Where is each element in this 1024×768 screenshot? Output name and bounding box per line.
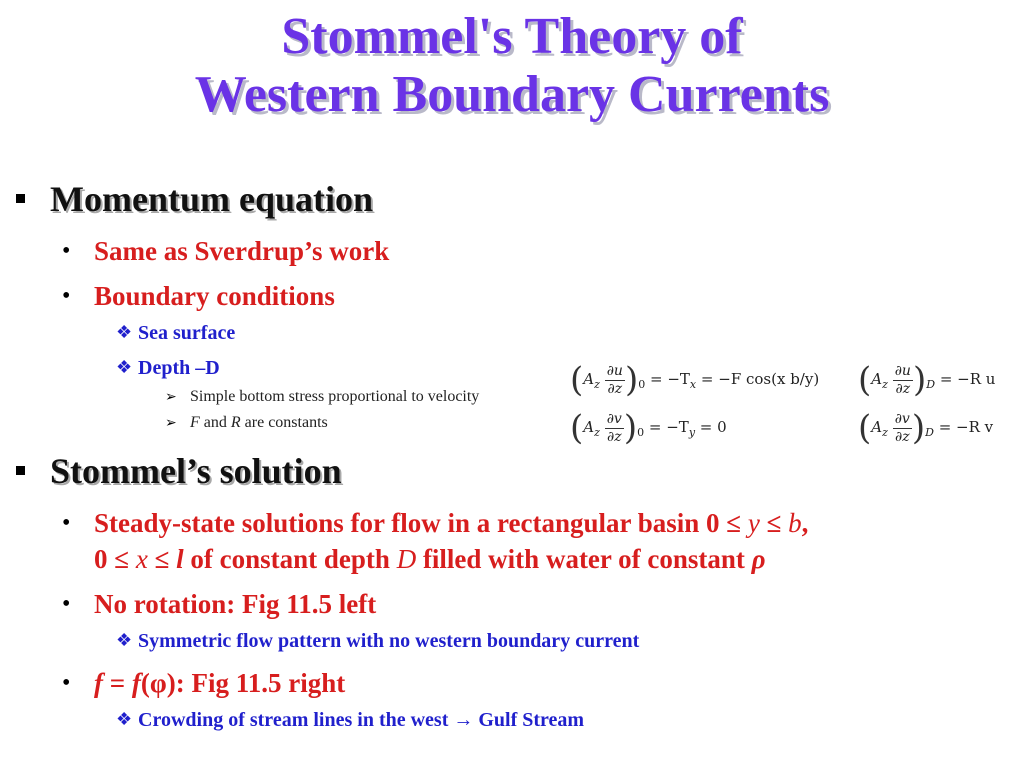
bullet-dot-icon: •	[62, 670, 71, 696]
diamond-bullet-icon: ❖	[116, 709, 133, 729]
bullet-f-of-phi: f = f(φ): Fig 11.5 right	[94, 668, 346, 698]
arrowhead-bullet-icon: ➢	[165, 390, 177, 405]
equation-surface-y: ($A_z$ $\frac{\partial v}{\partial z})_0 = -T_y = 0$	[570, 408, 727, 448]
bullet-dot-icon: •	[62, 283, 71, 309]
equation-bottom-y: ($A_z$ $\frac{\partial v}{\partial z})_D = -R$ v	[858, 408, 994, 448]
section-heading-momentum: Momentum equation	[50, 179, 373, 219]
section-heading-stommel-solution: Stommel’s solution	[50, 451, 342, 491]
equation-surface-x: ($A_z$ $\frac{\partial u}{\partial z})_0 = -T_x = -F$ cos(x b/y)	[570, 360, 820, 400]
equation-bottom-x: ($A_z$ $\frac{\partial u}{\partial z})_D = -R$ u	[858, 360, 996, 400]
diamond-bullet-icon: ❖	[116, 357, 133, 377]
slide-title-line2: Western Boundary Currents	[194, 66, 830, 123]
bullet-dot-icon: •	[62, 238, 71, 264]
subsub-bullet-constants	[190, 414, 328, 432]
bullet-sverdrup: Same as Sverdrup’s work	[94, 236, 390, 266]
diamond-bullet-icon: ❖	[116, 322, 133, 342]
square-bullet-icon	[16, 466, 25, 475]
bullet-dot-icon: •	[62, 510, 71, 536]
square-bullet-icon	[16, 194, 25, 203]
sub-bullet-sea-surface: Sea surface	[138, 322, 236, 344]
diamond-bullet-icon: ❖	[116, 630, 133, 650]
slide-title-line1: Stommel's Theory of	[281, 8, 743, 65]
sub-bullet-depth: Depth –D	[138, 357, 220, 379]
bullet-steady-state-line2: 0 ≤ x ≤ l of constant depth D filled with water of constant ρ	[94, 544, 766, 574]
bullet-dot-icon: •	[62, 591, 71, 617]
arrowhead-bullet-icon: ➢	[165, 416, 177, 431]
sub-bullet-gulf-stream: Crowding of stream lines in the west → Gulf Stream	[138, 709, 585, 731]
bullet-boundary-conditions: Boundary conditions	[94, 281, 335, 311]
sub-bullet-symmetric-flow: Symmetric flow pattern with no western boundary current	[138, 630, 640, 652]
symbol-R: R	[230, 414, 241, 431]
bullet-steady-state-line1: Steady-state solutions for flow in a rectangular basin 0 ≤ y ≤ b,	[94, 508, 809, 538]
bullet-no-rotation: No rotation: Fig 11.5 left	[94, 589, 377, 619]
text-and: and	[199, 414, 231, 431]
subsub-bullet-bottom-stress: Simple bottom stress proportional to velocity	[190, 388, 480, 405]
symbol-F: F	[190, 414, 200, 431]
text-are-constants: are constants	[240, 414, 328, 431]
